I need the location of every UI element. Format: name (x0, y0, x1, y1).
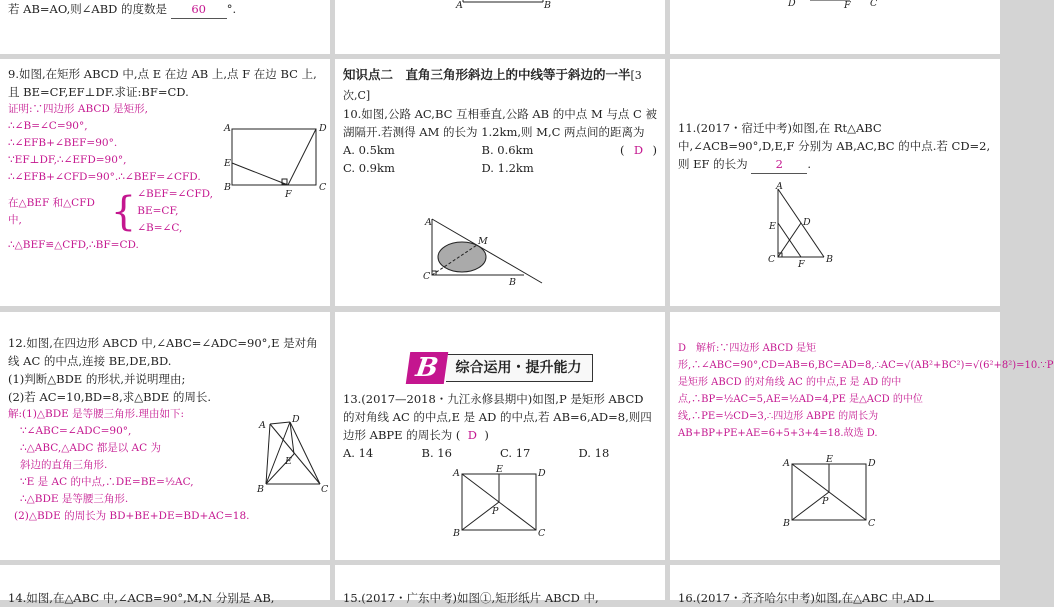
q11-label-a: A (776, 181, 783, 192)
q11-label-b: B (826, 254, 833, 265)
q10-answer: D (633, 143, 644, 157)
q13s-label-b: B (783, 518, 790, 529)
q12-solution-line-2: ∵∠ABC=∠ADC=90°, (20, 425, 132, 437)
q12-solution-line-6: ∴△BDE 是等腰三角形. (20, 493, 129, 505)
q13-stem (343, 390, 657, 444)
q9-system-line-2: BE=CF, (137, 205, 179, 217)
q9-system (8, 186, 213, 237)
q10-label-a: A (425, 217, 432, 228)
q12-solution-line-1: 解:(1)△BDE 是等腰三角形.理由如下: (8, 408, 184, 420)
top-left-text (8, 0, 236, 19)
card-top-right (670, 0, 1000, 54)
q14-stem: 14.如图,在△ABC 中,∠ACB=90°,M,N 分别是 AB, (8, 591, 275, 605)
section-b-header (343, 352, 657, 384)
q10-answer-bracket: ( D ) (620, 143, 657, 157)
q12-label-b: B (257, 484, 264, 495)
q12-label-e: E (285, 456, 292, 467)
q13-label-b: B (453, 528, 460, 539)
top-left-stem: 若 AB=AO,则∠ABD 的度数是 (8, 2, 168, 16)
q10-label-b: B (509, 277, 516, 288)
q11-label-e: E (769, 221, 776, 232)
q12-part1: (1)判断△BDE 的形状,并说明理由; (8, 372, 186, 386)
q10-choice-c: C. 0.9km (343, 161, 395, 175)
q13-solution-figure (780, 456, 880, 528)
q11-label-c: C (768, 254, 776, 265)
q9-proof-line-5: ∴∠EFB+∠CFD=90°.∴∠BEF=∠CFD. (8, 171, 201, 183)
kp2-tag: [3 次,C] (343, 69, 642, 102)
q9-stem: 9.如图,在矩形 ABCD 中,点 E 在边 AB 上,点 F 在边 BC 上,且 BE=CF,EF⊥DF.求证:BF=CD. (8, 67, 317, 99)
card-q16-partial (670, 565, 1000, 605)
q10-choices (343, 141, 620, 177)
q12-label-a: A (259, 420, 266, 431)
card-top-left (0, 0, 330, 54)
q13-stem-text: 13.(2017—2018・九江永修县期中)如图,P 是矩形 ABCD 的对角线 AC 的中点,E 是 AD 的中点,若 AB=6,AD=8,则四边形 ABPE 的周长为 (343, 392, 652, 442)
q11-stem-text: 11.(2017・宿迁中考)如图,在 Rt△ABC 中,∠ACB=90°,D,E,F 分别为 AB,AC,BC 的中点.若 CD=2,则 EF 的长为 (678, 121, 991, 171)
q12-solution-line-5: ∵E 是 AC 的中点,∴DE=BE=½AC, (20, 476, 194, 488)
top-right-label-d: D (788, 0, 796, 9)
q13-label-p: P (492, 506, 499, 517)
q13-label-d: D (538, 468, 546, 479)
knowledge-point-2 (343, 65, 657, 105)
q13-choice-b: B. 16 (421, 446, 452, 460)
top-right-figure (670, 0, 1000, 54)
q9-system-prefix: 在△BEF 和△CFD 中, (8, 196, 95, 226)
top-mid-label-b: B (544, 0, 551, 11)
q16-stem: 16.(2017・齐齐哈尔中考)如图,在△ABC 中,AD⊥ (678, 591, 935, 605)
q13s-label-a: A (783, 458, 790, 469)
q9-figure (222, 121, 332, 201)
q11-answer: 2 (751, 155, 807, 174)
q10-choice-d: D. 1.2km (481, 161, 534, 175)
top-left-answer: 60 (171, 0, 227, 19)
q13s-label-d: D (868, 458, 876, 469)
q13s-label-p: P (822, 496, 829, 507)
q13-choice-a: A. 14 (343, 446, 374, 460)
card-q11 (670, 59, 1000, 306)
card-q14-partial (0, 565, 330, 605)
card-q13 (335, 312, 665, 560)
q9-proof-line-4: ∵EF⊥DF,∴∠EFD=90°, (8, 154, 127, 166)
q11-label-d: D (803, 217, 811, 228)
q9-proof-line-1: 证明:∵四边形 ABCD 是矩形, (8, 103, 148, 115)
card-q9 (0, 59, 330, 306)
q12-label-d: D (292, 414, 300, 425)
q12-solution-line-7: (2)△BDE 的周长为 BD+BE+DE=BD+AC=18. (14, 510, 250, 522)
q13-figure (450, 466, 550, 538)
q9-proof (8, 101, 213, 254)
q10-figure (420, 217, 560, 291)
section-b-badge: B (405, 352, 447, 384)
q12-solution-line-3: ∴△ABC,△ADC 都是以 AC 为 (20, 442, 161, 454)
q10-choice-a: A. 0.5km (343, 143, 395, 157)
top-right-label-c: C (870, 0, 878, 9)
section-b-title: 综合运用・提升能力 (446, 354, 593, 382)
top-right-label-f: F (844, 0, 851, 11)
card-q13-solution (670, 312, 1054, 560)
q11-stem (678, 119, 992, 174)
card-q10 (335, 59, 665, 306)
card-q12 (0, 312, 330, 560)
q10-label-m: M (478, 236, 488, 247)
top-mid-label-a: A (456, 0, 463, 11)
q12-solution (8, 406, 258, 525)
q15-stem: 15.(2017・广东中考)如图①,矩形纸片 ABCD 中, (343, 591, 599, 605)
q13s-label-e: E (826, 454, 833, 465)
q12-stem: 12.如图,在四边形 ABCD 中,∠ABC=∠ADC=90°,E 是对角线 AC 的中点,连接 BE,DE,BD. (8, 336, 318, 368)
q12-figure (256, 414, 336, 498)
q13-label-a: A (453, 468, 460, 479)
top-mid-figure (335, 0, 665, 54)
card-top-mid (335, 0, 665, 54)
q13-label-e: E (496, 464, 503, 475)
q9-label-c: C (319, 182, 327, 193)
q12-solution-line-4: 斜边的直角三角形. (20, 459, 108, 471)
q9-label-b: B (224, 182, 231, 193)
q9-proof-line-2: ∴∠B=∠C=90°, (8, 120, 88, 132)
q9-conclusion: ∴△BEF≌△CFD,∴BF=CD. (8, 239, 139, 251)
q13-solution-text: D 解析:∵四边形 ABCD 是矩形,∴∠ABC=90°,CD=AB=6,BC=AD=8,∴AC=√(AB²+BC²)=√(6²+8²)=10.∵P 是矩形 ABCD 的对角线 AC 的中点,E 是 AD 的中点,∴BP=½AC=5,AE=½AD=4,PE 是△ACD 的中位线,∴PE=½CD=3,∴四边形 ABPE 的周长为 AB+BP+PE+AE=6+5+3+4=18.故选 D. (678, 343, 1054, 439)
q10-choice-b: B. 0.6km (481, 143, 534, 157)
q9-system-lines (137, 186, 213, 237)
q9-label-a: A (224, 123, 231, 134)
q13-answer: D (467, 428, 477, 442)
q9-label-d: D (319, 123, 327, 134)
q12-label-c: C (321, 484, 329, 495)
q13s-label-c: C (868, 518, 876, 529)
q9-brace: { (110, 188, 137, 235)
q9-system-line-3: ∠B=∠C, (137, 222, 183, 234)
q9-proof-line-3: ∴∠EFB+∠BEF=90°. (8, 137, 118, 149)
q13-answer-bracket: ( D ) (455, 428, 489, 442)
top-left-stem-end: °. (226, 2, 237, 16)
q9-label-f: F (285, 189, 292, 200)
q9-system-line-1: ∠BEF=∠CFD, (137, 188, 213, 200)
q11-stem-end: . (807, 157, 811, 171)
q10-stem-text: 10.如图,公路 AC,BC 互相垂直,公路 AB 的中点 M 与点 C 被湖隔开.若测得 AM 的长为 1.2km,则 M,C 两点间的距离为 (343, 107, 657, 139)
q11-figure (766, 181, 856, 270)
q13-choice-c: C. 17 (500, 446, 531, 460)
q12-part2: (2)若 AC=10,BD=8,求△BDE 的周长. (8, 390, 211, 404)
q13-choices (343, 444, 657, 462)
q10-label-c: C (423, 271, 431, 282)
q11-label-f: F (798, 259, 805, 270)
q13-label-c: C (538, 528, 546, 539)
card-q15-partial (335, 565, 665, 605)
q13-choice-d: D. 18 (578, 446, 610, 460)
q9-label-e: E (224, 158, 231, 169)
kp2-title: 知识点二 直角三角形斜边上的中线等于斜边的一半 (343, 67, 631, 82)
